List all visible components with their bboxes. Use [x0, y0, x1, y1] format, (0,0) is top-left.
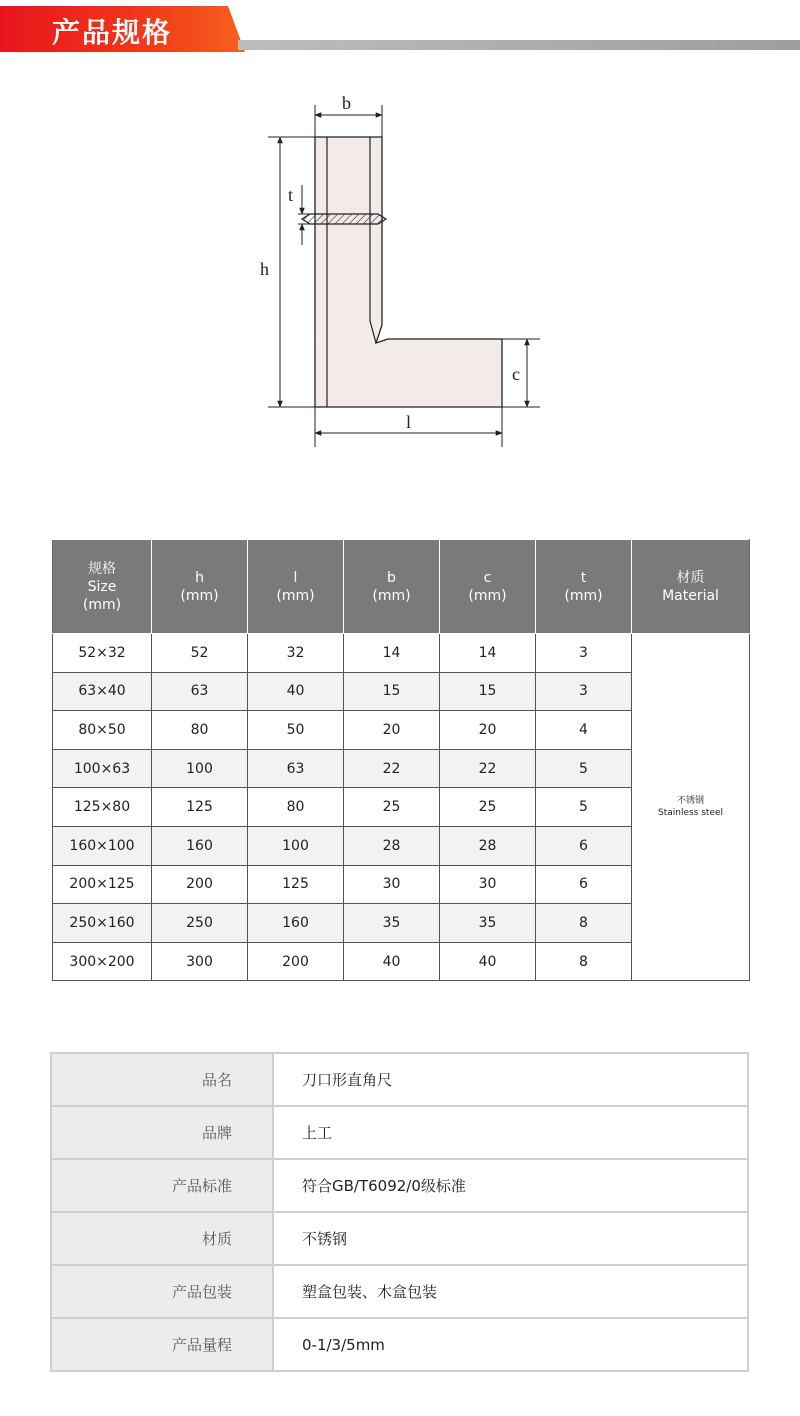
cell-t: 3: [536, 672, 632, 711]
material-cn: 不锈钢: [676, 796, 704, 807]
info-value: 不锈钢: [273, 1212, 748, 1265]
cell-t: 4: [536, 711, 632, 750]
cell-size: 52×32: [53, 634, 152, 673]
cell-h: 63: [152, 672, 248, 711]
cell-l: 125: [248, 865, 344, 904]
cell-size: 300×200: [53, 942, 152, 981]
cell-l: 80: [248, 788, 344, 827]
cell-size: 250×160: [53, 904, 152, 943]
cell-l: 100: [248, 826, 344, 865]
cell-b: 25: [344, 788, 440, 827]
info-value: 符合GB/T6092/0级标准: [273, 1159, 748, 1212]
info-row: [51, 1265, 748, 1318]
info-value: 刀口形直角尺: [273, 1053, 748, 1106]
label-t: t: [288, 185, 294, 205]
cell-size: 200×125: [53, 865, 152, 904]
info-key: 品牌: [51, 1106, 273, 1159]
square-dimension-diagram: [240, 85, 560, 455]
cell-b: 22: [344, 749, 440, 788]
info-value: 0-1/3/5mm: [273, 1318, 748, 1371]
cell-size: 100×63: [53, 749, 152, 788]
cell-h: 80: [152, 711, 248, 750]
cell-t: 5: [536, 788, 632, 827]
knife-edge-section: [302, 214, 386, 224]
cell-h: 300: [152, 942, 248, 981]
cell-l: 200: [248, 942, 344, 981]
info-key: 产品标准: [51, 1159, 273, 1212]
material-en: Stainless steel: [657, 808, 724, 819]
cell-l: 50: [248, 711, 344, 750]
cell-c: 14: [440, 634, 536, 673]
info-row: [51, 1212, 748, 1265]
section-title: 产品规格: [52, 16, 173, 49]
cell-size: 80×50: [53, 711, 152, 750]
cell-t: 8: [536, 904, 632, 943]
header-divider: [238, 40, 800, 50]
header-c: c (mm): [440, 540, 536, 634]
material-cell: [632, 634, 750, 981]
header-material: 材质 Material: [632, 540, 750, 634]
cell-h: 250: [152, 904, 248, 943]
header-l: l (mm): [248, 540, 344, 634]
cell-h: 100: [152, 749, 248, 788]
header-h: h (mm): [152, 540, 248, 634]
cell-c: 35: [440, 904, 536, 943]
spec-table: [52, 539, 750, 981]
cell-t: 3: [536, 634, 632, 673]
info-key: 产品量程: [51, 1318, 273, 1371]
cell-c: 30: [440, 865, 536, 904]
cell-b: 35: [344, 904, 440, 943]
spec-table-header-row: [53, 540, 750, 634]
info-row: [51, 1106, 748, 1159]
table-row: [53, 634, 750, 673]
cell-b: 40: [344, 942, 440, 981]
product-info-body: [51, 1053, 748, 1371]
cell-c: 15: [440, 672, 536, 711]
cell-b: 20: [344, 711, 440, 750]
cell-h: 160: [152, 826, 248, 865]
l-square-body: [315, 137, 502, 407]
cell-t: 6: [536, 826, 632, 865]
cell-c: 20: [440, 711, 536, 750]
section-header: [0, 0, 800, 60]
info-key: 材质: [51, 1212, 273, 1265]
label-l: l: [406, 412, 412, 432]
info-key: 产品包装: [51, 1265, 273, 1318]
info-row: [51, 1159, 748, 1212]
cell-l: 63: [248, 749, 344, 788]
cell-h: 125: [152, 788, 248, 827]
cell-l: 40: [248, 672, 344, 711]
header-t: t (mm): [536, 540, 632, 634]
header-b: b (mm): [344, 540, 440, 634]
cell-t: 5: [536, 749, 632, 788]
cell-size: 125×80: [53, 788, 152, 827]
cell-h: 200: [152, 865, 248, 904]
cell-c: 22: [440, 749, 536, 788]
cell-t: 6: [536, 865, 632, 904]
label-b: b: [342, 93, 351, 113]
cell-size: 160×100: [53, 826, 152, 865]
info-value: 塑盒包装、木盒包装: [273, 1265, 748, 1318]
spec-table-body: [53, 634, 750, 981]
header-size: 规格 Size (mm): [53, 540, 152, 634]
cell-c: 40: [440, 942, 536, 981]
cell-l: 32: [248, 634, 344, 673]
cell-t: 8: [536, 942, 632, 981]
cell-h: 52: [152, 634, 248, 673]
cell-b: 15: [344, 672, 440, 711]
cell-c: 28: [440, 826, 536, 865]
cell-b: 30: [344, 865, 440, 904]
label-h: h: [260, 259, 269, 279]
info-key: 品名: [51, 1053, 273, 1106]
cell-b: 28: [344, 826, 440, 865]
cell-l: 160: [248, 904, 344, 943]
label-c: c: [512, 364, 520, 384]
product-info-table: [50, 1052, 749, 1372]
cell-c: 25: [440, 788, 536, 827]
cell-b: 14: [344, 634, 440, 673]
info-row: [51, 1053, 748, 1106]
info-row: [51, 1318, 748, 1371]
info-value: 上工: [273, 1106, 748, 1159]
cell-size: 63×40: [53, 672, 152, 711]
